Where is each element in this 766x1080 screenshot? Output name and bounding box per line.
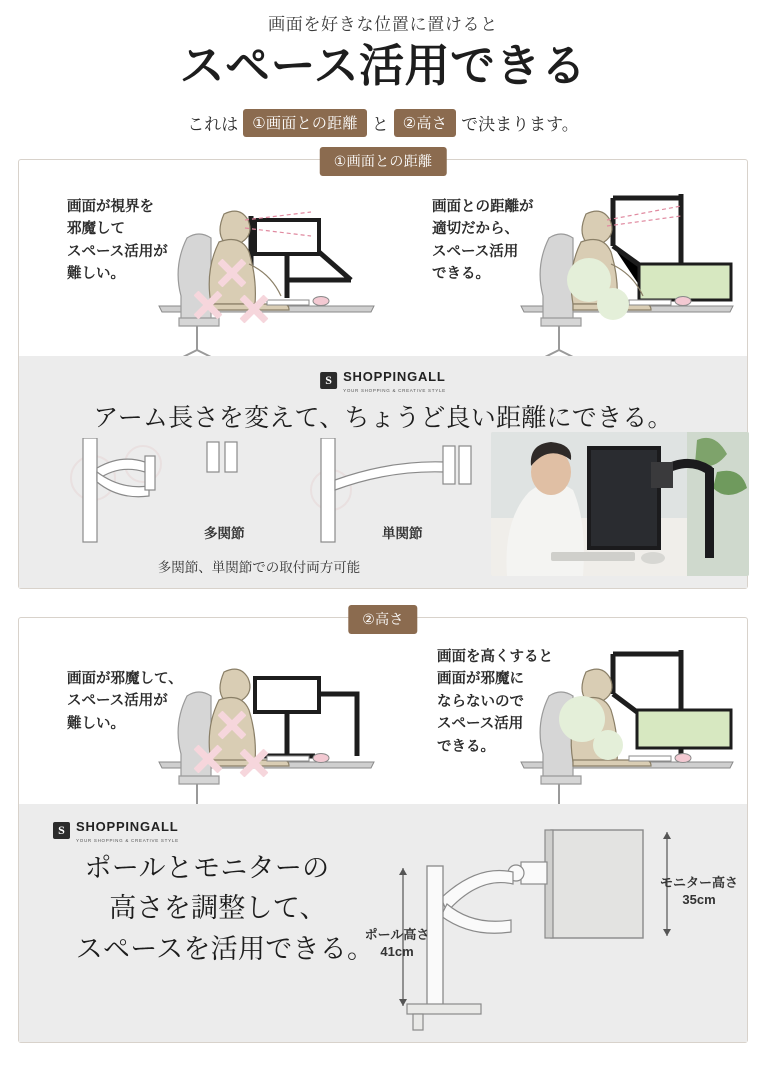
section-height	[18, 610, 748, 1043]
green-circle-4	[593, 730, 623, 760]
subline-prefix: これは	[187, 115, 239, 135]
header-subline	[0, 109, 766, 137]
brand-logo-2	[53, 818, 179, 843]
x-mark-2	[191, 288, 225, 322]
brand-tagline: YOUR SHOPPING & CREATIVE STYLE	[343, 387, 446, 393]
chip-height: ②高さ	[394, 109, 456, 137]
dimension-pole-height: ポール高さ 41cm	[364, 926, 430, 960]
section1-badge: ①画面との距離	[320, 147, 447, 176]
section1-illustration	[19, 160, 747, 356]
x-mark-1	[215, 256, 249, 290]
section2-copy: ポールとモニターの 高さを調整して、 スペースを活用できる。	[75, 852, 375, 964]
x-mark-6	[237, 746, 271, 780]
section2-illustration	[19, 618, 747, 804]
section1-gray-panel	[19, 356, 747, 588]
brand-name-2: SHOPPINGALL	[76, 818, 179, 834]
brand-logo-1	[320, 368, 446, 393]
brand-name: SHOPPINGALL	[343, 368, 446, 384]
callout-bad-distance: 画面が視界を 邪魔して スペース活用が 難しい。	[67, 198, 168, 283]
x-mark-3	[237, 292, 271, 326]
section-distance	[18, 152, 748, 589]
product-photo-1	[491, 432, 749, 576]
page-title: スペース活用できる	[179, 41, 587, 91]
brand-mark-icon: S	[320, 372, 337, 389]
section2-gray-panel	[19, 804, 747, 1042]
brand-tagline-2: YOUR SHOPPING & CREATIVE STYLE	[76, 837, 179, 843]
brand-mark-icon-2: S	[53, 822, 70, 839]
callout-good-distance: 画面との距離が 適切だから、 スペース活用 できる。	[432, 198, 534, 283]
green-circle-2	[597, 288, 629, 320]
label-multi-joint: 多関節	[204, 525, 245, 541]
callout-bad-height: 画面が邪魔して、 スペース活用が 難しい。	[67, 670, 183, 732]
section1-caption: 多関節、単関節での取付両方可能	[157, 559, 361, 575]
subline-middle: と	[371, 115, 389, 135]
section1-gray-heading: アーム長さを変えて、ちょうど良い距離にできる。	[93, 404, 673, 432]
page-header	[0, 0, 766, 137]
header-kicker: 画面を好きな位置に置けると	[268, 15, 498, 34]
label-single-joint: 単関節	[382, 525, 423, 541]
section2-badge: ②高さ	[348, 605, 417, 634]
callout-good-height: 画面を高くすると 画面が邪魔に ならないので スペース活用 できる。	[437, 648, 553, 755]
x-mark-4	[215, 708, 249, 742]
dimension-monitor-height: モニター高さ 35cm	[659, 874, 738, 908]
x-mark-5	[191, 742, 225, 776]
subline-suffix: で決まります。	[461, 115, 579, 135]
chip-distance: ①画面との距離	[243, 109, 367, 137]
